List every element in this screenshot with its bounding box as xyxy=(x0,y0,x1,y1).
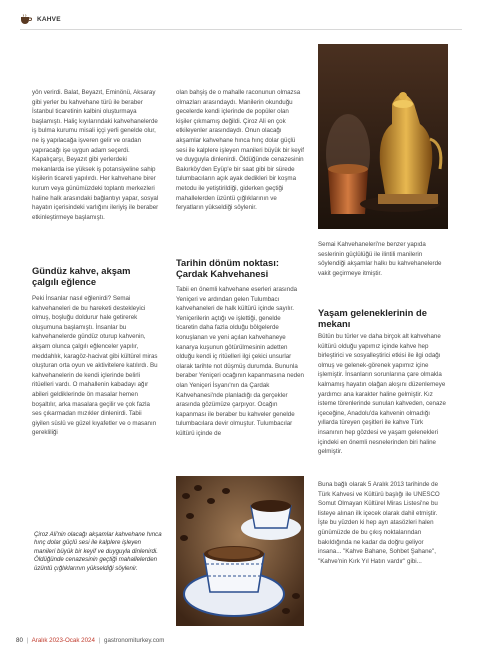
image-caption: Çiroz Ali'nin olacağı akşamlar kahvehane hınca hınç dolar güçlü sesi ile kalplere işleyen manileri büyük bir keyif ve duyguyla dinlenirdi. Öldüğünde cenazesinin geçtiği mahallelerden üzüntü çığlıklarının yükseldiği söylenir. xyxy=(34,531,162,572)
turkish-coffee-cups-photo xyxy=(176,476,304,626)
issue-date: Aralık 2023-Ocak 2024 xyxy=(31,637,95,644)
column-3-paragraph-1: Semai Kahvehaneleri'ne benzer yapıda seslerinin güçlülüğü ile ilintili manilerin söylendiği akşamlar halkı bu kahvehanelerde vakit geçirmeye itmiştir. xyxy=(318,241,442,277)
header-divider xyxy=(20,29,462,30)
heading-gunduz-kahve: Gündüz kahve, akşam çalgılı eğlence xyxy=(32,265,131,287)
footer-separator: | xyxy=(26,637,29,644)
column-2-paragraph-1: olan bahşiş de o mahalle raconunun olmazsa olmazları arasındaydı. Manilerin okunduğu gecelerde kendi içlerinde de popüler olan kişiler çıkmamış değildi. Çiroz Ali en çok etkileyenler arasındaydı. Onun olacağı akşamlar kahvehane hınca hınç dolar güçlü sesi ile kalplere işleyen manileri büyük bir keyif ve duyguyla dinlenirdi. Öldüğünde cenazesinin Bakırköy'den Eyüp'e bir saat gibi bir sürede tulumbacıların açık ayak dedikleri bir koşma metodu ile yetiştirildiği, giderken geçtiği mahallelerden üzüntü çığlıklarının ve feryatların yükseldiği söylenir. xyxy=(176,89,304,212)
heading-cardak-kahvehanesi: Tarihin dönüm noktası: Çardak Kahvehanesi xyxy=(176,257,279,279)
footer-separator: | xyxy=(98,637,101,644)
column-3-paragraph-2: Bütün bu türler ve daha birçok alt kahvehane kültürü olduğu yapımız içinde kahve hep birleştirici ve sosyalleştirici etkisi ile ilgi odağı olmuş ve gelenek-görenek yapımız içine işlemiştir. İnsanların sorunlarına çare olmakla kalmamış hayatın olağan akışını düzenlemeye yardımcı ana karakter haline gelmiştir. Kız isteme törenlerinde sunulan kahveden, cenaze içeceğine, Anadolu'da kahvenin olmadığı yıllarda türeyen çeşitleri ile kahve Türk insanının hep gözdesi ve yaşam gelenekleri içindeki en önemli nesnelerinden biri haline gelmiştir. xyxy=(318,333,446,456)
page-number: 80 xyxy=(16,637,23,644)
column-1-paragraph-2: Peki İnsanlar nasıl eğlenirdi? Semai kahvehaneleri de bu hareketi destekleyici olmuş, boşluğu doldurur hale getirerek oluşumuna başlamıştı. İnsanlar bu kahvehanelerde gündüz oturup kahvenin, akşam olunca çalgılı eğlenceler yapılır, meddahlık, karagöz-hacivat gibi kültürel miras oluşturan orta oyun ve aktivitelere katılırdı. Bu kahvehanelerin de kendi içlerinde belirli ritüelleri vardı. O mahallenin kabadayı ağır abileri geldiklerinde ön masalar hemen boşaltılır, arka masalara geçilir ve çok fazla ses çıkarmadan mızıkler dinlenirdi. Tabii giyilen süslü ve güzel kıyafetler ve o masanın gerekliliği xyxy=(32,295,158,437)
website-link[interactable]: gastronomiturkey.com xyxy=(104,637,165,644)
column-3-paragraph-3: Buna bağlı olarak 5 Aralık 2013 tarihinde de Türk Kahvesi ve Kültürü başlığı ile UNESCO Somut Olmayan Kültürel Miras Listesi'ne bu listeye alınan ilk içecek olarak dahil etmiştir. İşte bu yüzden ki hep ayrı atasözleri halen günümüzde de bu çıkış noktalarından bakıldığında ne kadar da doğru geliyor insana... "Kahve Bahane, Sohbet Şahane", "Kahve'nin Kırk Yıl Hatırı vardır" gibi... xyxy=(318,481,440,565)
section-header xyxy=(20,14,61,24)
coffee-cup-icon xyxy=(20,14,32,24)
column-1-paragraph-1: yön verirdi. Balat, Beyazıt, Eminönü, Aksaray gibi yerler bu kahvehane türü ile beraber İstanbul ticaretinin kalbini oluşturmaya başlamıştı. Haliç kıyılarındaki kahvehanelerde iş bulma kurumu misali iççi yerli genelde olur, ne iş yapılacağa işveren gelir ve oradan yapıracağı işe uygun adam seçerdi. Kapalıçarşı, Beyazıt gibi yerlerdeki mekanlarda ise yüksek iş potansiyeline sahip kişilerin ticareti yapılırdı. Her kahvehane birer kurum veya günümüzdeki toplantı merkezleri haline halk arasındaki bağlantıyı yapar, sosyal hayatın içerisindeki varlığını ileriyiş ile beraber etkinleştirmeye başlamıştı. xyxy=(32,89,159,221)
column-2-paragraph-2: Tabii en önemli kahvehane eserleri arasında Yeniçeri ve ardından gelen Tulumbacı kahvehaneleri de halk kültürü içinde sayılır. Yeniçerilerin açtığı ve işlettiği, genelde ticaretin daha fazla olduğu bölgelerde konuşlanan ve yeni açılan kahvehaneye kanarya kuşunun götürülmesinin adetten olduğu kendi iç ritüelleri ilgi çekici unsurlar olarak tarihte not düşmüş durumda. Bununla beraber Yeniçeri ocağının kapanmasına neden olan Yeniçeri İsyanı'nın da Çardak Kahvehanesi'nde planladığı da gerçekler arasında gözümüze çarpıyor. Ocağın kapanması ile beraber bu kahveler genelde tulumbacılara devir olmuştur. Tulumbacılar kültürü içinde de xyxy=(176,286,304,437)
copper-coffee-pot-photo xyxy=(318,44,448,229)
section-label: KAHVE xyxy=(37,15,61,23)
heading-yasam-gelenekleri: Yaşam geleneklerinin de mekanı xyxy=(318,307,427,329)
page-footer xyxy=(16,637,164,644)
